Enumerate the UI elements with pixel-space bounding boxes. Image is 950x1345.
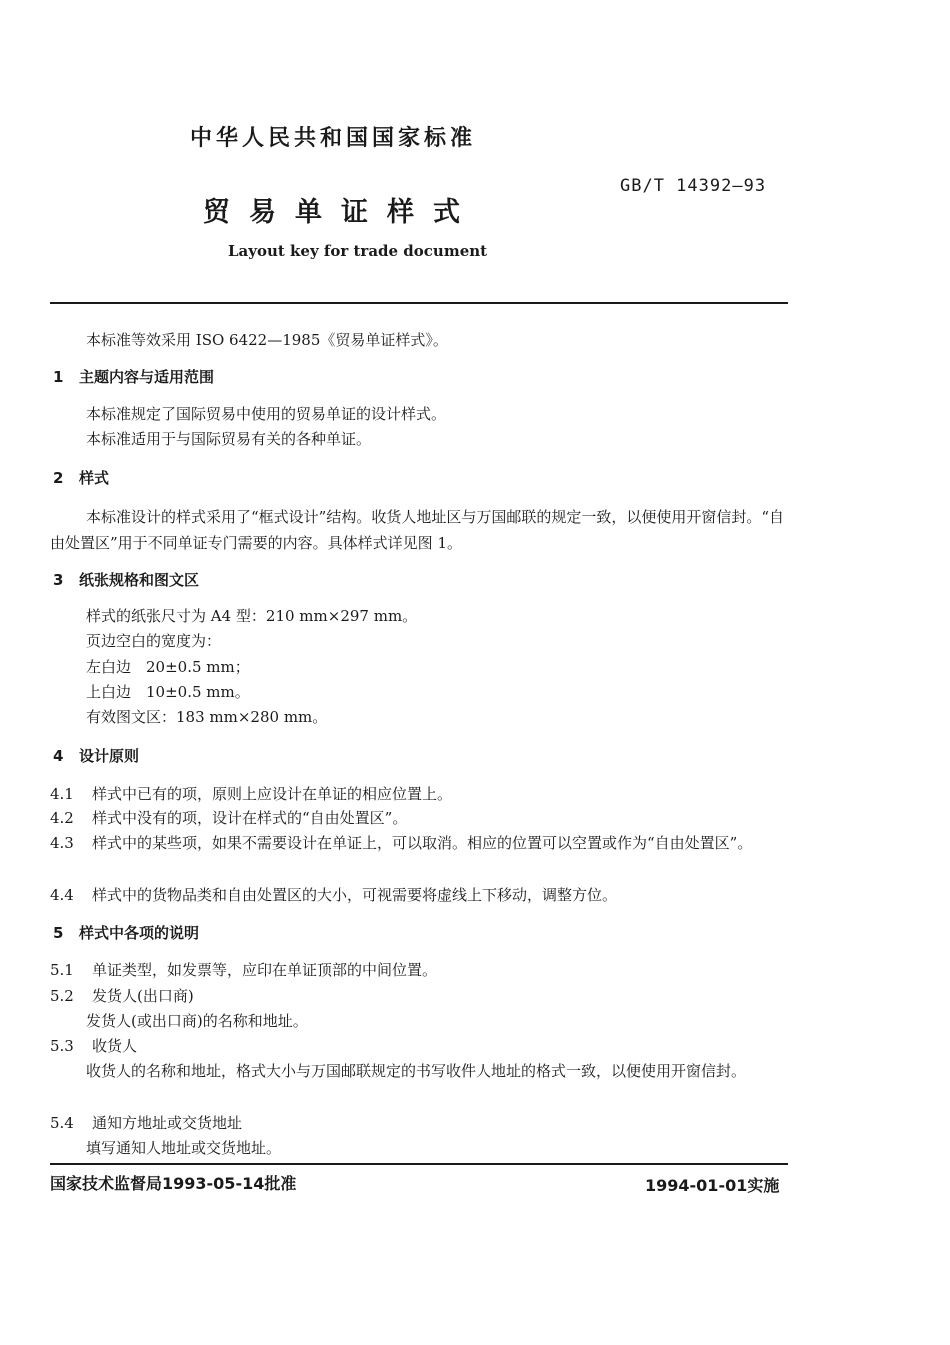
paragraph-line: 有效图文区：183 mm×280 mm。 — [86, 708, 328, 726]
clause-detail: 发货人(或出口商)的名称和地址。 — [86, 1012, 308, 1030]
clause — [50, 830, 792, 856]
clause-number: 5.1 — [50, 961, 74, 979]
clause — [50, 986, 194, 1006]
section-number: 5 — [53, 924, 64, 942]
clause-text: 样式中的货物品类和自由处置区的大小，可视需要将虚线上下移动，调整方位。 — [92, 886, 618, 904]
footer-divider — [50, 1163, 788, 1165]
clause-text: 发货人(出口商) — [92, 987, 194, 1005]
clause-text: 通知方地址或交货地址 — [92, 1114, 243, 1132]
intro-paragraph: 本标准等效采用 ISO 6422—1985《贸易单证样式》。 — [86, 331, 448, 349]
section-title: 设计原则 — [79, 747, 140, 765]
section-number: 1 — [53, 368, 64, 386]
paragraph: 本标准设计的样式采用了“框式设计”结构。收货人地址区与万国邮联的规定一致，以便使用开窗信封。“自由处置区”用于不同单证专门需要的内容。具体样式详见图 1。 — [50, 508, 785, 552]
paragraph: 本标准适用于与国际贸易有关的各种单证。 — [86, 430, 372, 448]
clause-text: 样式中已有的项，原则上应设计在单证的相应位置上。 — [92, 785, 453, 803]
paragraph-line: 上白边 10±0.5 mm。 — [86, 683, 250, 701]
section-1-heading — [53, 366, 214, 387]
standard-code: GB/T 14392—93 — [620, 176, 767, 196]
implementation-date: 1994-01-01实施 — [645, 1176, 780, 1195]
section-title: 主题内容与适用范围 — [79, 368, 215, 386]
clause — [50, 784, 452, 804]
section-title: 样式中各项的说明 — [79, 924, 200, 942]
document-title: 贸易单证样式 — [203, 197, 479, 228]
clause-text: 样式中没有的项，设计在样式的“自由处置区”。 — [92, 809, 408, 827]
approval-date: 国家技术监督局1993-05-14批准 — [50, 1174, 297, 1193]
section-number: 4 — [53, 747, 64, 765]
clause-text: 单证类型，如发票等，应印在单证顶部的中间位置。 — [92, 961, 438, 979]
paragraph-line: 页边空白的宽度为： — [86, 632, 222, 650]
section-number: 2 — [53, 469, 64, 487]
section-title: 样式 — [79, 469, 110, 487]
paragraph: 本标准规定了国际贸易中使用的贸易单证的设计样式。 — [86, 405, 447, 423]
clause — [50, 1113, 242, 1133]
clause-number: 5.2 — [50, 987, 74, 1005]
section-4-heading — [53, 745, 139, 766]
clause — [50, 808, 407, 828]
clause-number: 4.3 — [50, 834, 74, 852]
clause-number: 4.2 — [50, 809, 74, 827]
section-3-heading — [53, 569, 199, 590]
clause-number: 4.1 — [50, 785, 74, 803]
clause-detail: 收货人的名称和地址，格式大小与万国邮联规定的书写收件人地址的格式一致，以便使用开窗信封。 — [86, 1062, 747, 1080]
paragraph-line: 左白边 20±0.5 mm； — [86, 658, 250, 676]
document-title-english: Layout key for trade document — [228, 242, 488, 260]
clause-text: 收货人 — [92, 1037, 138, 1055]
section-2-heading — [53, 467, 109, 488]
clause — [50, 1036, 137, 1056]
issuing-authority: 中华人民共和国国家标准 — [190, 126, 477, 151]
clause-number: 5.4 — [50, 1114, 74, 1132]
section-title: 纸张规格和图文区 — [79, 571, 200, 589]
clause-number: 4.4 — [50, 886, 74, 904]
section-number: 3 — [53, 571, 64, 589]
header-divider — [50, 302, 788, 304]
clause-text: 样式中的某些项，如果不需要设计在单证上，可以取消。相应的位置可以空置或作为“自由处置区”。 — [92, 834, 753, 852]
clause-detail: 填写通知人地址或交货地址。 — [86, 1139, 282, 1157]
clause — [50, 960, 437, 980]
clause — [50, 885, 617, 905]
clause-number: 5.3 — [50, 1037, 74, 1055]
section-5-heading — [53, 922, 199, 943]
paragraph-line: 样式的纸张尺寸为 A4 型：210 mm×297 mm。 — [86, 607, 418, 625]
